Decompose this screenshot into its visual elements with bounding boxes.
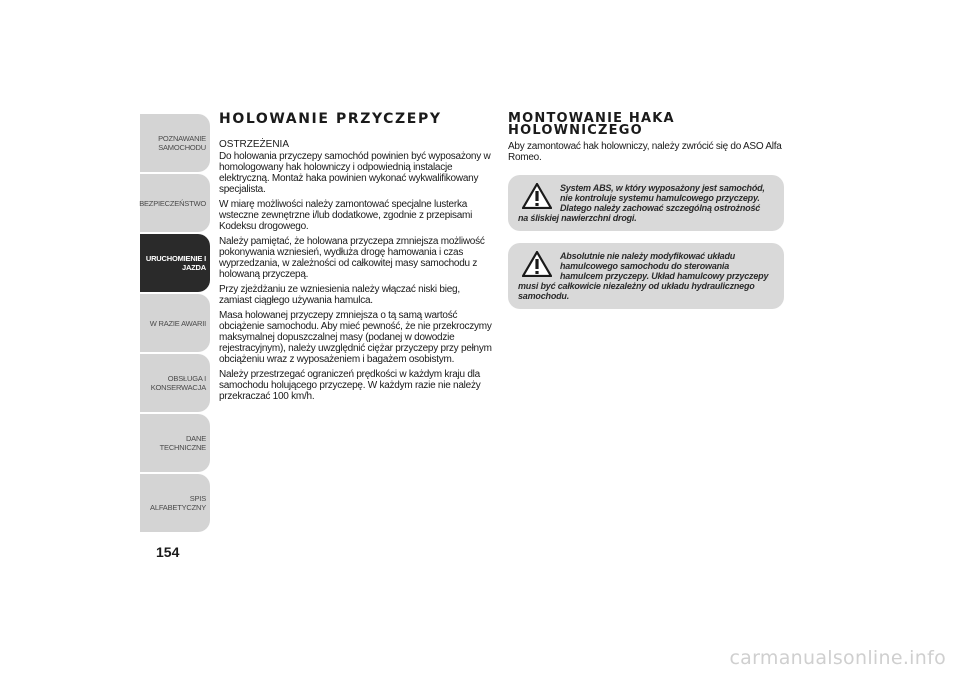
chapter-sidebar: [140, 114, 210, 534]
tab-dane-techniczne[interactable]: [140, 414, 210, 472]
tab-label: OBSŁUGA I KONSERWACJA: [150, 374, 206, 392]
paragraph: Przy zjeżdżaniu ze wzniesienia należy włączać niski bieg, zamiast ciągłego używania hamulca.: [219, 284, 460, 306]
subsection-warnings: OSTRZEŻENIA: [219, 139, 290, 150]
tab-poznawanie-samochodu[interactable]: [140, 114, 210, 172]
tab-label: BEZPIECZEŃSTWO: [139, 198, 206, 208]
right-column: [508, 113, 784, 309]
warning-text: System ABS, w który wyposażony jest samochód, nie kontroluje systemu hamulcowego przyczepy. Dlatego należy zachować szczególną ostrożność na śliskiej nawierzchni drogi.: [518, 183, 765, 223]
tab-bezpieczenstwo[interactable]: [140, 174, 210, 232]
tab-label: POZNAWANIE SAMOCHODU: [158, 134, 206, 152]
paragraph: Masa holowanej przyczepy zmniejsza o tą samą wartość obciążenie samochodu. Aby mieć pewność, że nie przekroczymy maksymalnej dopuszczalnej masy (podanej w dowodzie rejestracyjnym), należy uwzględnić ciężar przyczepy przy pełnym obciążeniu wraz z wyposażeniem i bagażem osobistym.: [219, 310, 492, 365]
tab-label: DANE TECHNICZNE: [159, 434, 206, 452]
paragraph: Do holowania przyczepy samochód powinien być wyposażony w homologowany hak holowniczy i odpowiednią instalacje elektryczną. Montaż haka powinien wykonać wykwalifikowany specjalista.: [219, 151, 491, 195]
warning-box-brakes: [508, 243, 784, 309]
tab-label: SPIS ALFABETYCZNY: [150, 494, 206, 512]
section-title-tow-hook: MONTOWANIE HAKA HOLOWNICZEGO: [508, 111, 675, 138]
warning-triangle-icon: [522, 183, 552, 209]
warning-box-abs: [508, 175, 784, 231]
paragraph: Należy przestrzegać ograniczeń prędkości w każdym kraju dla samochodu holującego przyczepę. W każdym razie nie należy przekraczać 100 km/h.: [219, 369, 481, 402]
tab-spis-alfabetyczny[interactable]: [140, 474, 210, 532]
page-number: 154: [156, 544, 180, 560]
tab-uruchomienie-i-jazda[interactable]: [140, 234, 210, 292]
watermark: carmanualsonline.info: [729, 647, 946, 669]
left-column: [219, 113, 495, 406]
warning-triangle-icon: [522, 251, 552, 277]
section-title-towing: HOLOWANIE PRZYCZEPY: [219, 111, 442, 127]
paragraph: Należy pamiętać, że holowana przyczepa zmniejsza możliwość pokonywania wzniesień, wydłuża drogę hamowania i czas wyprzedzania, w zależności od całkowitej masy samochodu z holowaną przyczepą.: [219, 236, 485, 280]
intro-paragraph: Aby zamontować hak holowniczy, należy zwrócić się do ASO Alfa Romeo.: [508, 141, 782, 163]
paragraph: W miarę możliwości należy zamontować specjalne lusterka wsteczne zewnętrzne i/lub dodatkowe, zgodnie z przepisami Kodeksu drogowego.: [219, 199, 473, 232]
tab-obsluga-i-konserwacja[interactable]: [140, 354, 210, 412]
tab-w-razie-awarii[interactable]: [140, 294, 210, 352]
tab-label: W RAZIE AWARII: [149, 318, 206, 328]
tab-label: URUCHOMIENIE I JAZDA: [145, 254, 206, 272]
warning-text: Absolutnie nie należy modyfikować układu hamulcowego samochodu do sterowania hamulcem przyczepy. Układ hamulcowy przyczepy musi być całkowicie niezależny od układu hydraulicznego samochodu.: [518, 251, 769, 301]
